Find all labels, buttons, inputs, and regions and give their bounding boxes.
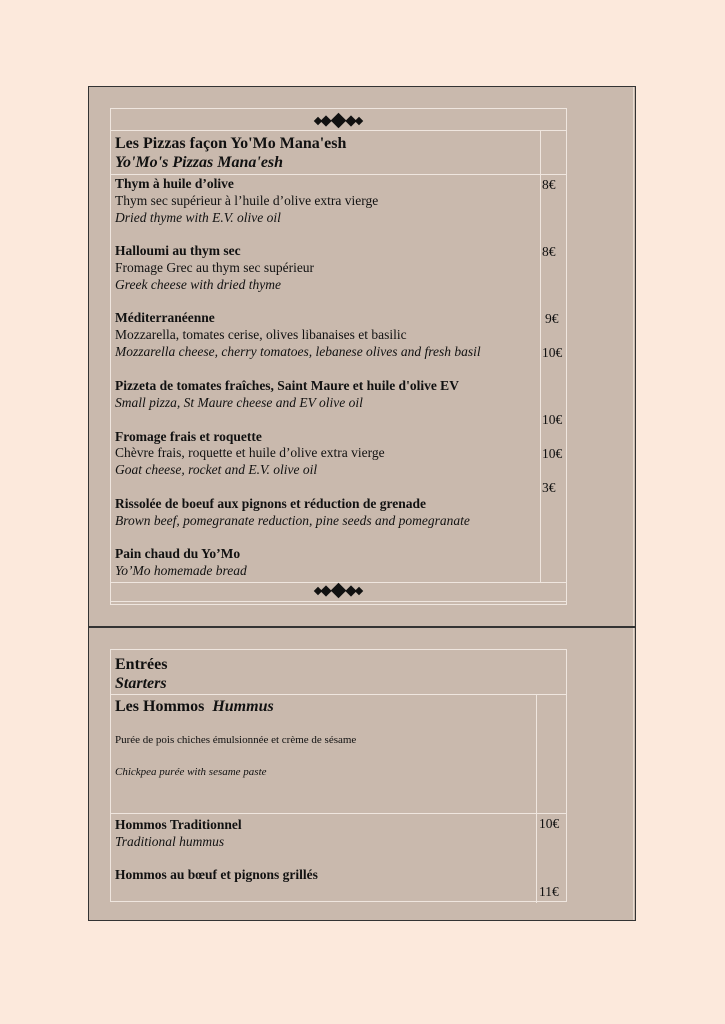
hummus-section-en: Hummus bbox=[212, 698, 274, 715]
menu-item-price: 10€ bbox=[542, 412, 563, 427]
menu-item-name: Halloumi au thym sec bbox=[115, 243, 241, 258]
menu-item-price: 8€ bbox=[542, 177, 556, 192]
menu-item-desc-fr: Thym sec supérieur à l’huile d’olive extra vierge bbox=[115, 193, 379, 208]
pizzas-panel bbox=[88, 86, 636, 627]
pizzas-menu-box bbox=[110, 108, 567, 605]
menu-item-name: Thym à huile d’olive bbox=[115, 176, 234, 191]
menu-item-price: 9€ bbox=[545, 311, 559, 326]
menu-item-name: Pizzeta de tomates fraîches, Saint Maure et huile d'olive EV bbox=[115, 378, 459, 393]
menu-item-name: Fromage frais et roquette bbox=[115, 429, 262, 444]
menu-item-name: Méditerranéenne bbox=[115, 310, 215, 325]
menu-item-price: 3€ bbox=[542, 480, 556, 495]
menu-item-desc-en: Mozzarella cheese, cherry tomatoes, lebanese olives and fresh basil bbox=[115, 344, 481, 359]
menu-item-desc-en: Yo’Mo homemade bread bbox=[115, 563, 247, 578]
hummus-section-title bbox=[115, 697, 274, 716]
menu-item-desc-fr: Chèvre frais, roquette et huile d’olive extra vierge bbox=[115, 445, 385, 460]
menu-item-desc-en: Brown beef, pomegranate reduction, pine seeds and pomegranate bbox=[115, 513, 470, 528]
hummus-intro-fr: Purée de pois chiches émulsionnée et crème de sésame bbox=[115, 734, 357, 746]
menu-item-price: 10€ bbox=[539, 816, 560, 831]
menu-item-desc-en: Dried thyme with E.V. olive oil bbox=[115, 210, 281, 225]
menu-item-name: Hommos Traditionnel bbox=[115, 817, 242, 832]
menu-item-name: Rissolée de boeuf aux pignons et réduction de grenade bbox=[115, 496, 427, 511]
menu-item-desc-fr: Mozzarella, tomates cerise, olives libanaises et basilic bbox=[115, 327, 407, 342]
hummus-section-fr: Les Hommos bbox=[115, 698, 205, 715]
menu-item-price: 11€ bbox=[539, 884, 559, 899]
pizzas-title-fr: Les Pizzas façon Yo'Mo Mana'esh bbox=[115, 135, 347, 152]
menu-item-price: 8€ bbox=[542, 244, 556, 259]
menu-item-name: Pain chaud du Yo’Mo bbox=[115, 546, 241, 561]
menu-item-name: Hommos au bœuf et pignons grillés bbox=[115, 867, 318, 882]
menu-item-price: 10€ bbox=[542, 446, 563, 461]
hummus-intro-en: Chickpea purée with sesame paste bbox=[115, 766, 267, 778]
entrees-menu-box bbox=[110, 649, 567, 902]
menu-item-desc-en: Greek cheese with dried thyme bbox=[115, 277, 281, 292]
menu-item-desc-en: Small pizza, St Maure cheese and EV olive oil bbox=[115, 395, 363, 410]
pizzas-title-en: Yo'Mo's Pizzas Mana'esh bbox=[115, 154, 284, 171]
ornament-top-icon bbox=[111, 115, 566, 126]
entrees-title-en: Starters bbox=[115, 675, 167, 692]
menu-item-desc-fr: Fromage Grec au thym sec supérieur bbox=[115, 260, 315, 275]
entrees-title-fr: Entrées bbox=[115, 656, 168, 673]
ornament-bottom-icon bbox=[111, 585, 566, 596]
entrees-panel bbox=[88, 627, 636, 921]
menu-item-price: 10€ bbox=[542, 345, 563, 360]
menu-item-desc-en: Traditional hummus bbox=[115, 834, 225, 849]
menu-item-desc-en: Goat cheese, rocket and E.V. olive oil bbox=[115, 462, 318, 477]
